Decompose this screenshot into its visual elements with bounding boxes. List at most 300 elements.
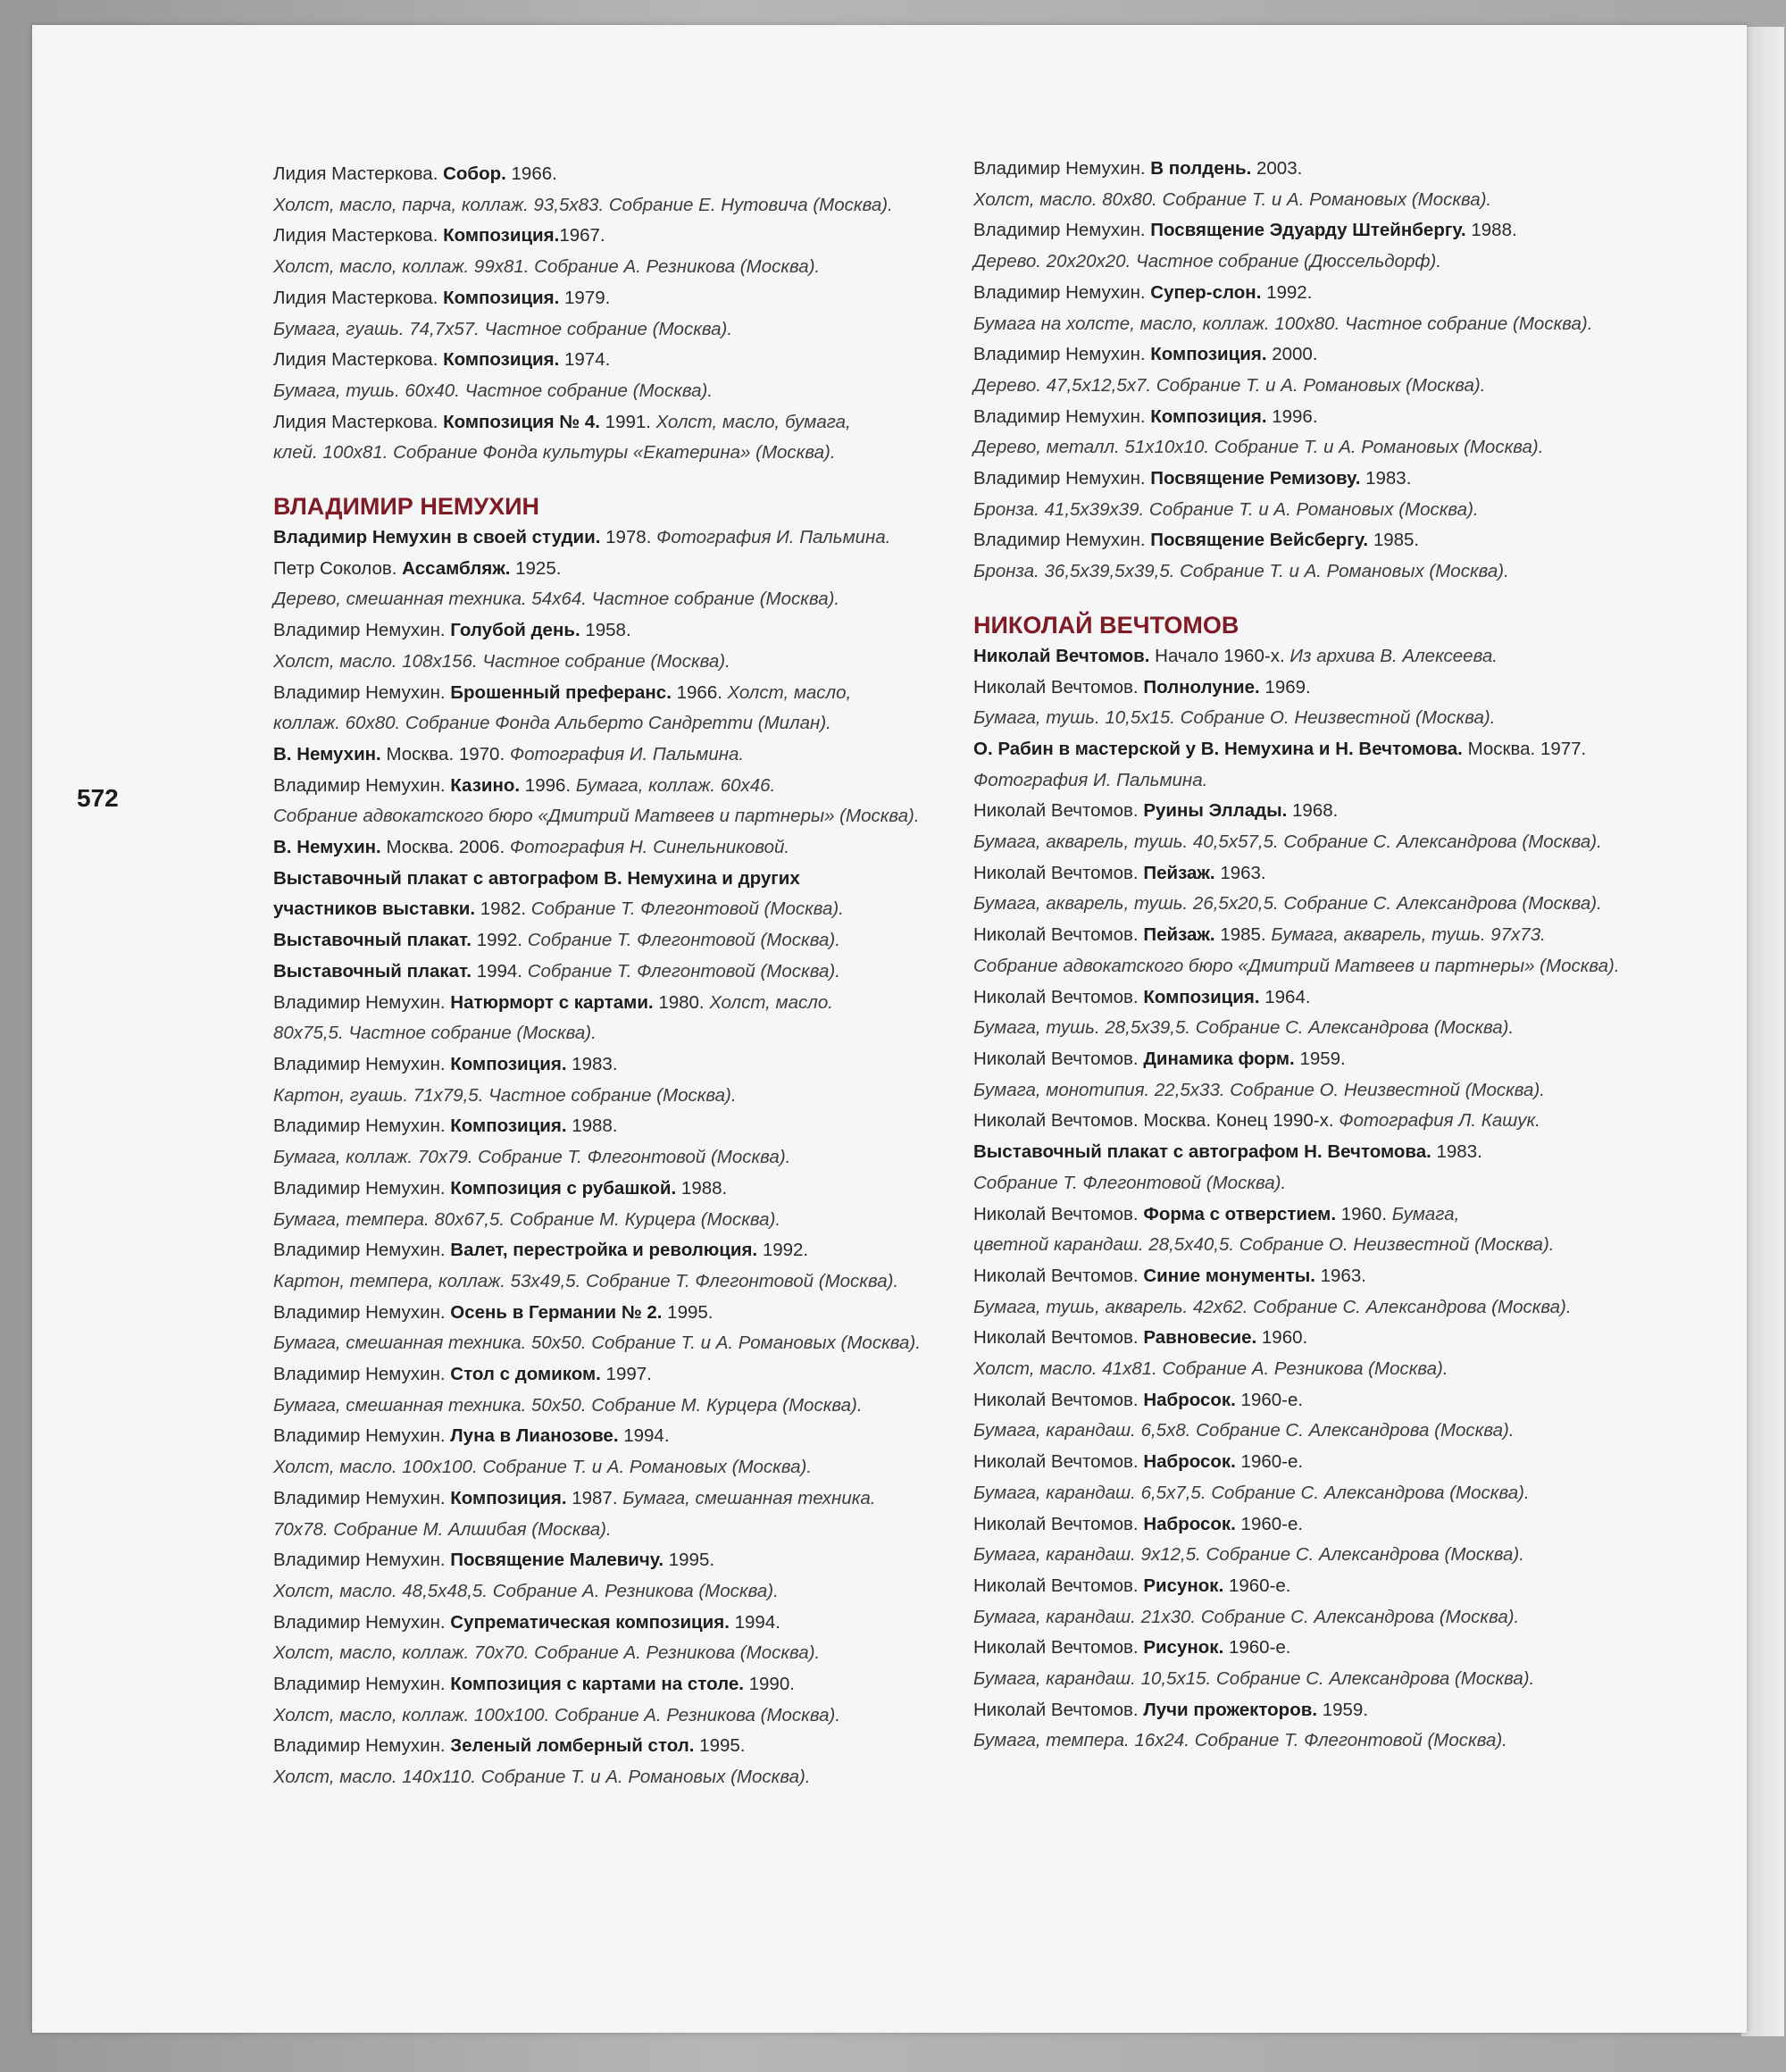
caption-text: 1966. [671,681,728,703]
artwork-details: Дерево, смешанная техника. 54x64. Частное собрание (Москва). [273,589,840,610]
artwork-title: Луна в Лианозове. [450,1425,619,1447]
caption-line [973,1447,1652,1478]
artwork-details: Бумага, коллаж. 60x46. [575,774,776,796]
artwork-details: Холст, масло, коллаж. 99x81. Собрание А. Резникова (Москва). [273,256,821,278]
artwork-title: Ассамбляж. [402,557,511,579]
artwork-title: Композиция. [1150,405,1267,427]
caption-line [273,1081,952,1112]
caption-text: Николай Вечтомов. [973,1203,1144,1224]
caption-line [273,988,952,1019]
artwork-details: Собрание Т. Флегонтовой (Москва). [527,930,840,951]
caption-text: Владимир Немухин. [273,1425,451,1447]
artwork-title: Композиция. [450,1115,567,1137]
caption-line [973,1137,1652,1168]
caption-text: 1960. [1336,1203,1392,1224]
caption-line [973,1168,1652,1199]
caption-text: Николай Вечтомов. [973,1265,1144,1286]
caption-text: Москва. 2006. [380,837,510,858]
artwork-details: Собрание Т. Флегонтовой (Москва). [527,960,840,982]
artwork-details: Бронза. 36,5x39,5x39,5. Собрание Т. и А. Романовых (Москва). [973,561,1509,582]
caption-line [273,1049,952,1081]
caption-text: Начало 1960-х. [1149,645,1290,666]
caption-line [273,801,952,832]
artwork-details: Фотография И. Пальмина. [973,769,1208,790]
caption-line [973,765,1652,797]
page-edge [1741,27,1784,2036]
right-column [973,154,1652,1757]
artwork-details: Бумага, [1391,1203,1460,1224]
artwork-title: Композиция. [443,349,560,371]
caption-line [973,1695,1652,1726]
caption-text: Владимир Немухин. [273,1115,451,1137]
artwork-title: Супрематическая композиция. [450,1611,730,1633]
caption-text: Владимир Немухин. [273,991,451,1013]
artwork-title: Лучи прожекторов. [1143,1699,1318,1720]
caption-line [973,641,1652,673]
caption-line [973,1602,1652,1633]
caption-line [973,951,1652,982]
artwork-title: Брошенный преферанс. [450,681,672,703]
caption-text: Москва. 1977. [1462,738,1587,759]
artwork-title: Набросок. [1143,1451,1236,1473]
caption-text: Владимир Немухин. [973,281,1151,303]
artwork-details: Холст, масло, [727,681,852,703]
artwork-title: Полнолуние. [1143,676,1260,698]
artwork-title: Посвящение Ремизову. [1150,468,1361,489]
caption-text: Москва. 1970. [380,743,510,764]
caption-text: Николай Вечтомов. [973,862,1144,883]
artwork-details: 70x78. Собрание М. Алшибая (Москва). [273,1518,612,1540]
caption-line [973,1664,1652,1695]
caption-text: Николай Вечтомов. [973,676,1144,698]
caption-text: 1967. [559,225,605,246]
caption-text: 1960-е. [1223,1637,1291,1658]
caption-text: 1960-е. [1223,1575,1291,1596]
caption-list-nemukhin-cont [973,154,1652,588]
caption-line [273,771,952,802]
caption-text: 1990. [743,1674,795,1695]
artwork-title: участников выставки. [273,898,476,920]
artwork-title: Руины Эллады. [1143,800,1288,822]
caption-text: Владимир Немухин. [273,1550,451,1571]
caption-line [273,376,952,407]
caption-text: Лидия Мастеркова. [273,163,444,184]
caption-text: 1969. [1259,676,1311,698]
caption-text: Владимир Немухин. [973,468,1151,489]
artwork-details: Холст, масло. 80x80. Собрание Т. и А. Романовых (Москва). [973,188,1492,210]
caption-line [273,1111,952,1142]
caption-line [973,1354,1652,1385]
caption-text: Николай Вечтомов. [973,1451,1144,1473]
caption-text: 1958. [580,620,631,641]
artwork-details: Бумага, смешанная техника. 50x50. Собрание Т. и А. Романовых (Москва). [273,1333,921,1354]
caption-text: 1994. [472,960,528,982]
artwork-details: Бумага, акварель, тушь. 97x73. [1271,924,1546,946]
caption-text: 1968. [1287,800,1339,822]
artwork-title: Голубой день. [450,620,580,641]
caption-text: Лидия Мастеркова. [273,287,444,308]
artwork-details: Собрание адвокатского бюро «Дмитрий Матвеев и партнеры» (Москва). [273,806,920,827]
caption-line [273,925,952,957]
artwork-details: Дерево. 47,5x12,5x7. Собрание Т. и А. Романовых (Москва). [973,374,1486,396]
artwork-details: Бумага, тушь. 28,5x39,5. Собрание С. Александрова (Москва). [973,1017,1515,1039]
caption-text: 1960-е. [1235,1513,1304,1534]
caption-line [273,1638,952,1669]
artwork-details: Бумага, темпера. 16x24. Собрание Т. Флегонтовой (Москва). [973,1730,1507,1751]
caption-line [973,309,1652,340]
artwork-details: Бумага, монотипия. 22,5x33. Собрание О. Неизвестной (Москва). [973,1079,1545,1100]
caption-text: 1925. [510,557,562,579]
artwork-details: Фотография Л. Кашук. [1339,1110,1540,1132]
caption-line [273,1174,952,1205]
caption-line [273,1608,952,1639]
caption-line [273,438,952,469]
artwork-title: Равновесие. [1143,1327,1257,1349]
artwork-details: Собрание адвокатского бюро «Дмитрий Матвеев и партнеры» (Москва). [973,955,1620,976]
caption-line [273,1731,952,1762]
caption-text: 1980. [653,991,710,1013]
artwork-title: Композиция № 4. [443,411,600,432]
artwork-details: Фотография И. Пальмина. [509,743,745,764]
artwork-title: Композиция. [1150,344,1267,365]
caption-text: 1983. [1360,468,1412,489]
artwork-details: Бумага, карандаш. 10,5x15. Собрание С. Александрова (Москва). [973,1668,1535,1690]
caption-text: 1966. [505,163,557,184]
artwork-title: Владимир Немухин в своей студии. [273,527,601,548]
caption-line [273,522,952,554]
artwork-title: В. Немухин. [273,837,381,858]
artwork-details: Бумага на холсте, масло, коллаж. 100x80. Частное собрание (Москва). [973,313,1593,334]
caption-line [273,1298,952,1329]
artwork-title: Зеленый ломберный стол. [450,1735,695,1757]
artwork-details: Бумага, коллаж. 70x79. Собрание Т. Флегонтовой (Москва). [273,1147,791,1168]
caption-line [273,584,952,615]
caption-text: Николай Вечтомов. [973,1637,1144,1658]
caption-text: Николай Вечтомов. [973,800,1144,822]
caption-line [273,1235,952,1266]
caption-text: 1988. [566,1115,618,1137]
caption-line [973,525,1652,556]
artwork-title: Форма с отверстием. [1143,1203,1337,1224]
caption-text: 1996. [520,774,576,796]
caption-line [273,678,952,709]
caption-line [273,1700,952,1732]
caption-text: Владимир Немухин. [273,1487,451,1508]
caption-line [273,647,952,678]
caption-line [273,1545,952,1576]
caption-line [273,957,952,988]
caption-line [973,1013,1652,1044]
artwork-details: клей. 100x81. Собрание Фонда культуры «Екатерина» (Москва). [273,442,836,464]
artwork-title: О. Рабин в мастерской у В. Немухина и Н. Вечтомова. [973,738,1463,759]
caption-text: Владимир Немухин. [273,1053,451,1074]
caption-text: Лидия Мастеркова. [273,349,444,371]
artwork-details: Бумага, смешанная техника. 50x50. Собрание М. Курцера (Москва). [273,1394,863,1416]
artwork-title: Композиция. [443,287,560,308]
artwork-details: Холст, масло, коллаж. 70x70. Собрание А. Резникова (Москва). [273,1642,821,1664]
artwork-details: Собрание Т. Флегонтовой (Москва). [973,1172,1287,1193]
caption-text: Николай Вечтомов. Москва. Конец 1990-х. [973,1110,1340,1132]
caption-text: 2003. [1251,158,1303,179]
caption-text: Владимир Немухин. [273,1240,451,1261]
artwork-details: Бумага, тушь. 10,5x15. Собрание О. Неизвестной (Москва). [973,707,1496,729]
caption-line [273,1266,952,1298]
artwork-title: Композиция с картами на столе. [450,1674,744,1695]
caption-text: 1978. [600,527,657,548]
artwork-details: Холст, масло. 100x100. Собрание Т. и А. Романовых (Москва). [273,1457,813,1478]
caption-line [273,345,952,376]
artwork-title: Пейзаж. [1143,924,1215,946]
caption-text: Владимир Немухин. [273,1177,451,1199]
artwork-details: Бумага, тушь. 60x40. Частное собрание (Москва). [273,380,714,401]
caption-text: Владимир Немухин. [273,1735,451,1757]
artwork-title: Супер-слон. [1150,281,1262,303]
artwork-details: Картон, гуашь. 71x79,5. Частное собрание (Москва). [273,1084,737,1106]
artwork-title: Николай Вечтомов. [973,645,1150,666]
artwork-title: В полдень. [1150,158,1252,179]
caption-line [273,407,952,439]
caption-line [973,673,1652,704]
artwork-title: Композиция. [1143,986,1260,1007]
caption-text: Николай Вечтомов. [973,1389,1144,1410]
caption-line [273,1515,952,1546]
caption-text: Владимир Немухин. [973,405,1151,427]
caption-line [973,1725,1652,1757]
artwork-title: Композиция. [450,1053,567,1074]
artwork-title: Синие монументы. [1143,1265,1315,1286]
artwork-title: Казино. [450,774,521,796]
artwork-details: Холст, масло, бумага, [655,411,851,432]
artwork-details: Бумага, акварель, тушь. 40,5x57,5. Собрание С. Александрова (Москва). [973,831,1602,853]
caption-text: 1994. [729,1611,780,1633]
caption-text: Николай Вечтомов. [973,924,1144,946]
caption-line [273,314,952,346]
artwork-details: цветной карандаш. 28,5x40,5. Собрание О. Неизвестной (Москва). [973,1234,1555,1256]
artwork-details: Бумага, темпера. 80x67,5. Собрание М. Курцера (Москва). [273,1208,781,1230]
caption-line [973,889,1652,920]
caption-line [273,1328,952,1359]
artwork-title: Рисунок. [1143,1575,1224,1596]
caption-text: 1996. [1266,405,1318,427]
caption-line [973,1199,1652,1231]
artwork-details: Бумага, карандаш. 9x12,5. Собрание С. Александрова (Москва). [973,1544,1524,1566]
caption-text: Николай Вечтомов. [973,1048,1144,1069]
caption-line [273,1421,952,1452]
artwork-title: Посвящение Малевичу. [450,1550,664,1571]
artwork-details: Бумага, карандаш. 21x30. Собрание С. Александрова (Москва). [973,1606,1520,1627]
caption-line [973,556,1652,588]
caption-list-intro [273,159,952,469]
caption-text: Владимир Немухин. [973,158,1151,179]
caption-line [973,1478,1652,1509]
caption-line [273,1669,952,1700]
artwork-details: коллаж. 60x80. Собрание Фонда Альберто Сандретти (Милан). [273,713,831,734]
caption-text: 1960-е. [1235,1451,1304,1473]
caption-text: Владимир Немухин. [973,344,1151,365]
caption-line [273,1391,952,1422]
caption-text: 1960. [1256,1327,1308,1349]
artwork-title: Осень в Германии № 2. [450,1301,663,1323]
caption-text: Владимир Немухин. [273,1674,451,1695]
caption-line [973,464,1652,495]
caption-line [973,278,1652,309]
caption-text: 1982. [475,898,531,920]
section-heading-vechtomov: НИКОЛАЙ ВЕЧТОМОВ [973,611,1239,639]
caption-line [273,832,952,864]
artwork-details: Бумага, акварель, тушь. 26,5x20,5. Собрание С. Александрова (Москва). [973,893,1602,915]
caption-line [973,1044,1652,1075]
caption-line [973,339,1652,371]
caption-line [273,1205,952,1236]
artwork-title: Выставочный плакат с автографом В. Немухина и других [273,867,800,889]
caption-line [973,734,1652,765]
artwork-title: Посвящение Вейсбергу. [1150,530,1369,551]
caption-line [273,159,952,190]
artwork-details: Бумага, гуашь. 74,7x57. Частное собрание (Москва). [273,318,733,339]
artwork-details: Бумага, карандаш. 6,5x8. Собрание С. Александрова (Москва). [973,1420,1515,1441]
caption-text: Николай Вечтомов. [973,1575,1144,1596]
caption-text: 1983. [566,1053,618,1074]
artwork-details: Фотография Н. Синельниковой. [509,837,790,858]
caption-line [273,1018,952,1049]
caption-text: 1987. [566,1487,623,1508]
artwork-title: Пейзаж. [1143,862,1215,883]
caption-line [973,858,1652,890]
caption-line [273,708,952,739]
caption-line [973,215,1652,246]
caption-text: 1992. [757,1240,809,1261]
caption-line [973,1323,1652,1354]
caption-line [973,796,1652,827]
caption-line [973,246,1652,278]
caption-text: 1988. [676,1177,728,1199]
caption-line [273,739,952,771]
caption-text: Николай Вечтомов. [973,1513,1144,1534]
artwork-details: Дерево. 20x20x20. Частное собрание (Дюссельдорф). [973,251,1442,272]
caption-text: 1974. [559,349,611,371]
caption-line [273,1576,952,1608]
artwork-details: Бумага, смешанная техника. [622,1487,876,1508]
artwork-details: Картон, темпера, коллаж. 53x49,5. Собрание Т. Флегонтовой (Москва). [273,1270,899,1291]
caption-line [973,827,1652,858]
artwork-title: В. Немухин. [273,743,381,764]
caption-text: 1988. [1465,220,1517,241]
caption-line [973,495,1652,526]
caption-line [273,221,952,252]
artwork-title: Композиция. [443,225,560,246]
artwork-title: Собор. [443,163,506,184]
caption-text: 1991. [599,411,656,432]
artwork-details: Из архива В. Алексеева. [1289,645,1498,666]
caption-line [273,1762,952,1793]
caption-list-nemukhin [273,522,952,1793]
caption-list-vechtomov [973,641,1652,1757]
caption-line [973,1106,1652,1137]
artwork-title: Валет, перестройка и революция. [450,1240,758,1261]
caption-line [973,1571,1652,1602]
caption-text: Николай Вечтомов. [973,1327,1144,1349]
artwork-details: Бронза. 41,5x39x39. Собрание Т. и А. Романовых (Москва). [973,498,1479,520]
section-heading-nemukhin: ВЛАДИМИР НЕМУХИН [273,493,540,521]
artwork-title: Набросок. [1143,1389,1236,1410]
caption-text: 1992. [1261,281,1313,303]
caption-text: Владимир Немухин. [273,1611,451,1633]
left-column [273,159,952,1793]
caption-text: 1959. [1317,1699,1369,1720]
caption-line [273,190,952,221]
caption-line [973,920,1652,951]
caption-text: Лидия Мастеркова. [273,225,444,246]
caption-line [273,1483,952,1515]
caption-text: 1994. [618,1425,670,1447]
caption-text: 1985. [1368,530,1420,551]
artwork-title: Выставочный плакат с автографом Н. Вечтомова. [973,1141,1431,1163]
artwork-title: Выставочный плакат. [273,960,472,982]
caption-line [973,1385,1652,1416]
caption-line [973,1416,1652,1447]
caption-text: 1985. [1214,924,1272,946]
caption-text: Владимир Немухин. [273,1301,451,1323]
caption-text: Владимир Немухин. [273,681,451,703]
artwork-details: Бумага, карандаш. 6,5x7,5. Собрание С. Александрова (Москва). [973,1482,1530,1503]
caption-text: 1995. [694,1735,746,1757]
artwork-title: Выставочный плакат. [273,930,472,951]
artwork-details: Холст, масло. 108x156. Частное собрание (Москва). [273,650,730,672]
caption-text: Лидия Мастеркова. [273,411,444,432]
artwork-title: Набросок. [1143,1513,1236,1534]
caption-line [973,402,1652,433]
caption-line [273,615,952,647]
caption-text: Николай Вечтомов. [973,986,1144,1007]
caption-text: 1963. [1314,1265,1366,1286]
caption-line [973,1540,1652,1571]
caption-text: Петр Соколов. [273,557,403,579]
artwork-details: 80x75,5. Частное собрание (Москва). [273,1023,597,1044]
caption-line [273,1359,952,1391]
caption-line [973,1633,1652,1664]
artwork-title: Динамика форм. [1143,1048,1295,1069]
caption-text: 1995. [663,1550,715,1571]
artwork-title: Посвящение Эдуарду Штейнбергу. [1150,220,1466,241]
caption-line [273,252,952,283]
artwork-details: Холст, масло. 41x81. Собрание А. Резникова (Москва). [973,1358,1448,1380]
caption-text: 1995. [662,1301,714,1323]
caption-text: 1983. [1431,1141,1482,1163]
caption-line [973,982,1652,1014]
caption-text: 2000. [1266,344,1318,365]
page-number: 572 [77,784,119,812]
artwork-details: Дерево, металл. 51x10x10. Собрание Т. и А. Романовых (Москва). [973,437,1544,458]
artwork-details: Холст, масло. 140x110. Собрание Т. и А. Романовых (Москва). [273,1767,811,1788]
caption-line [273,1142,952,1174]
artwork-title: Рисунок. [1143,1637,1224,1658]
caption-text: 1964. [1259,986,1311,1007]
caption-line [973,185,1652,216]
artwork-title: Стол с домиком. [450,1364,601,1385]
caption-text: Владимир Немухин. [273,774,451,796]
caption-text: Николай Вечтомов. [973,1699,1144,1720]
artwork-title: Композиция. [450,1487,567,1508]
caption-line [973,1261,1652,1292]
artwork-title: Натюрморт с картами. [450,991,654,1013]
artwork-details: Собрание Т. Флегонтовой (Москва). [530,898,844,920]
caption-text: 1997. [600,1364,652,1385]
caption-line [273,864,952,895]
artwork-details: Холст, масло, парча, коллаж. 93,5x83. Собрание Е. Нутовича (Москва). [273,194,893,215]
artwork-details: Бумага, тушь, акварель. 42x62. Собрание С. Александрова (Москва). [973,1296,1572,1317]
caption-text: Владимир Немухин. [273,620,451,641]
artwork-details: Холст, масло. 48,5x48,5. Собрание А. Резникова (Москва). [273,1580,779,1601]
